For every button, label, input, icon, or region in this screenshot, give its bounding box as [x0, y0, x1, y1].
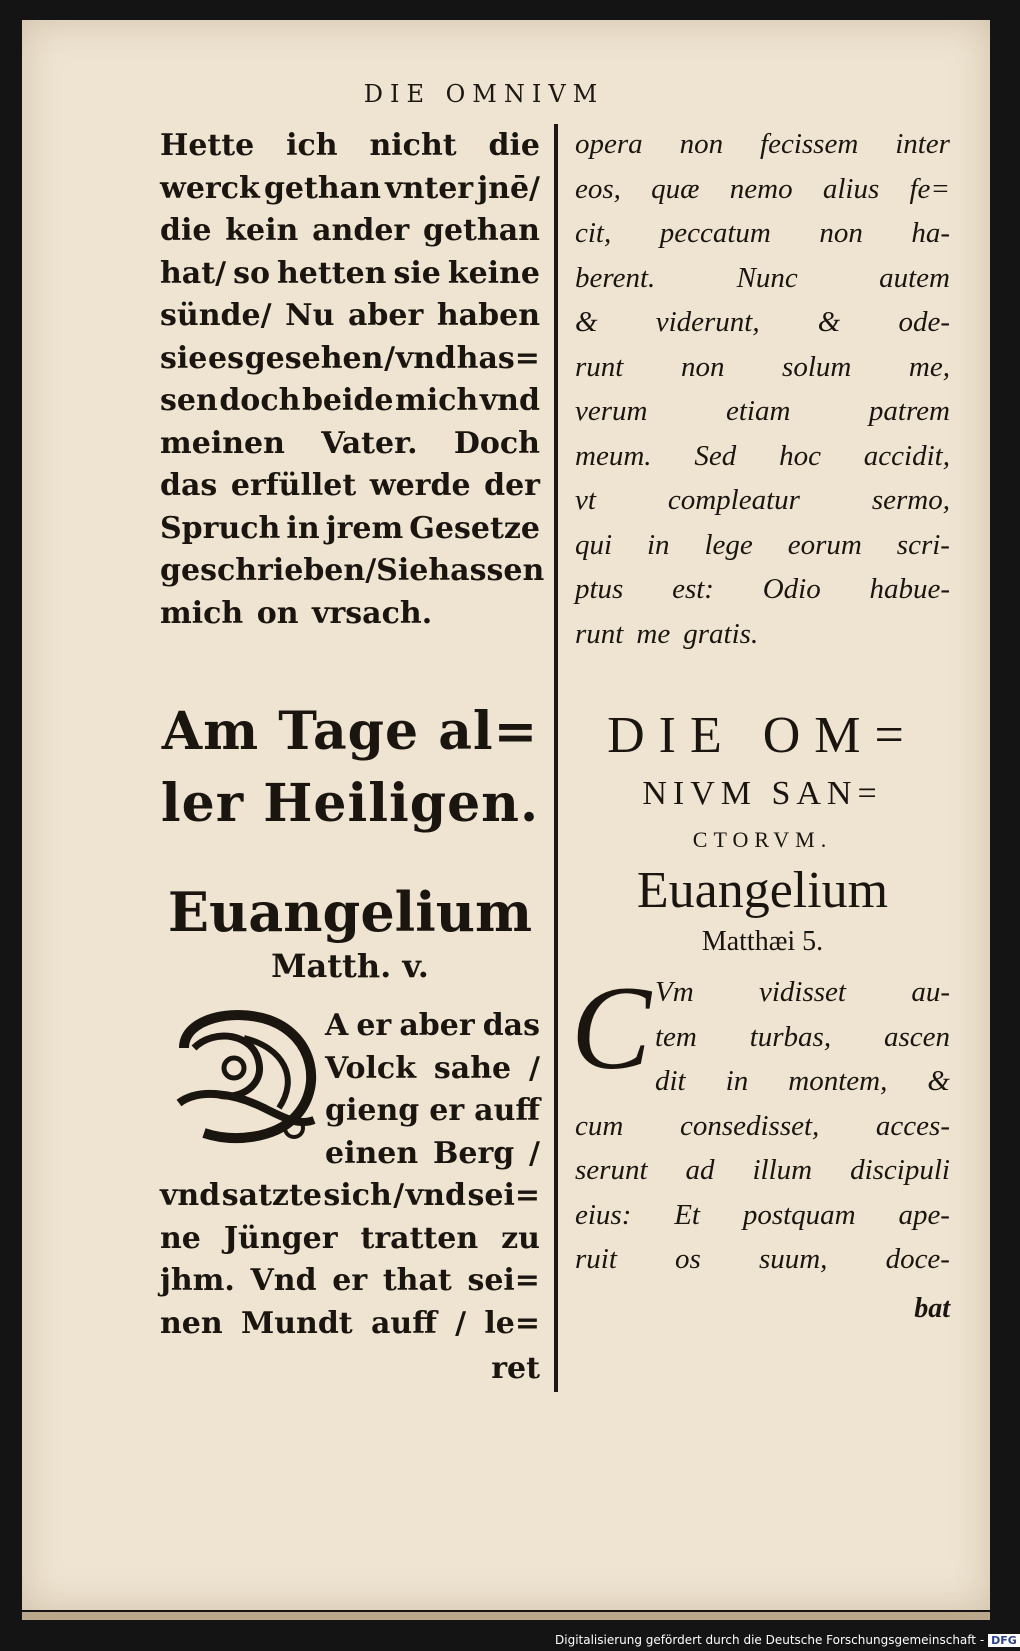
text-line [575, 306, 950, 351]
word: Nu [285, 298, 335, 333]
word: me, [908, 350, 950, 383]
word: cit, [575, 217, 612, 249]
word: Volck [325, 1050, 416, 1086]
word: compleatur [667, 484, 800, 516]
latin-title-line-1: DIE OM= [607, 707, 918, 764]
word: & [575, 306, 598, 338]
word: gratis. [683, 617, 759, 650]
text-line [575, 484, 950, 529]
word: quæ [651, 172, 700, 205]
word: vnd [479, 383, 540, 418]
word: das [482, 1008, 540, 1043]
word: hat/ [160, 255, 227, 291]
word: werde [369, 468, 471, 503]
word: verum [575, 395, 648, 427]
word: on [256, 595, 299, 631]
word: os [675, 1243, 701, 1275]
word: turbas, [749, 1020, 832, 1053]
word: inter [895, 128, 950, 160]
word: eos, [575, 172, 621, 205]
german-feast-heading [160, 696, 540, 840]
text-line [160, 468, 540, 511]
page-edge [22, 1612, 990, 1620]
word: Gesetze [409, 510, 540, 546]
word: ad [685, 1154, 715, 1186]
german-gospel [160, 1008, 540, 1390]
latin-evangelium-heading: Euangelium [636, 862, 889, 919]
word: es [208, 340, 245, 376]
word: dit [655, 1065, 686, 1097]
word: runt [575, 617, 624, 650]
text-line [160, 256, 540, 299]
word: / [393, 1178, 405, 1213]
text-line [160, 426, 540, 469]
word: meum. [575, 439, 652, 472]
word: non [819, 217, 863, 249]
word: vt [575, 484, 596, 516]
word: qui [575, 528, 613, 561]
word: alius [822, 172, 880, 205]
word: mich [395, 383, 479, 418]
word: in [286, 510, 320, 546]
text-line [575, 573, 950, 618]
word: le= [484, 1305, 540, 1341]
word: has= [456, 340, 540, 376]
word: hoc [779, 439, 821, 472]
text-line [160, 1263, 540, 1306]
word: montem, [788, 1065, 888, 1097]
text-line [160, 1178, 540, 1221]
word: auff [474, 1093, 540, 1128]
word: ne [160, 1220, 201, 1256]
running-head: DIE OMNIVM [363, 80, 605, 108]
word: tratten [360, 1220, 479, 1256]
text-line [160, 1221, 540, 1264]
word: in [647, 528, 670, 561]
word: tem [655, 1020, 697, 1053]
feast-line-2: ler Heiligen. [160, 773, 540, 834]
text-line [160, 1306, 540, 1349]
word: Odio [762, 573, 821, 605]
word: Vnd [250, 1263, 317, 1298]
word: non [679, 128, 724, 160]
text-line [575, 618, 950, 663]
word: peccatum [659, 217, 771, 249]
word: that [382, 1263, 452, 1298]
word: Nunc [736, 261, 798, 294]
word: Mundt [241, 1305, 353, 1341]
text-line [575, 395, 950, 440]
word: sich [323, 1178, 392, 1213]
word: patrem [868, 395, 950, 427]
german-reference: Matth. v. [271, 947, 429, 985]
word: & [817, 306, 841, 338]
word: nemo [729, 172, 793, 205]
word: Et [674, 1198, 700, 1231]
word: vnd [395, 340, 456, 376]
word: consedisset, [679, 1109, 820, 1142]
word: ptus [575, 573, 624, 605]
latin-feast-heading [575, 704, 950, 860]
word: vnd [160, 1178, 221, 1213]
text-line [575, 173, 950, 218]
latin-title-line-2: NIVM SAN= [642, 775, 883, 812]
text-line [575, 262, 950, 307]
word: beide [301, 383, 394, 418]
word: fecissem [760, 128, 859, 160]
word: jhm. [160, 1263, 235, 1298]
word: einen [325, 1135, 419, 1171]
word: gesehen [244, 340, 384, 376]
german-column [160, 128, 545, 1390]
word: sie [393, 255, 441, 291]
text-line [160, 383, 540, 426]
word: serunt [575, 1154, 648, 1186]
word: sünde/ [160, 298, 272, 333]
text-line [575, 529, 950, 574]
word: die [488, 128, 540, 163]
word: eorum [787, 528, 862, 561]
word: eius: [575, 1198, 632, 1231]
word: doce- [885, 1243, 950, 1275]
word: aber [347, 298, 424, 333]
word: ape- [898, 1198, 950, 1231]
word: discipuli [850, 1154, 950, 1186]
text-line [160, 341, 540, 384]
word: der [484, 468, 540, 503]
word: die [160, 213, 212, 248]
word: auff [370, 1305, 437, 1341]
word: illum [752, 1154, 813, 1186]
german-evangelium-heading: Euangelium [167, 880, 533, 944]
word: haben [436, 298, 540, 333]
latin-catchword: bat [914, 1292, 950, 1324]
word: suum, [758, 1243, 828, 1275]
word: ander [312, 213, 410, 248]
word: au- [911, 976, 950, 1008]
word: runt [575, 350, 624, 383]
word: / [529, 1135, 540, 1171]
word: er [429, 1093, 465, 1128]
word: nen [160, 1305, 223, 1341]
word: sei= [467, 1263, 540, 1298]
word: kein [225, 213, 299, 248]
word: fe= [909, 172, 950, 205]
text-line [575, 1243, 950, 1288]
word: Sie [376, 553, 429, 588]
word: opera [575, 128, 643, 160]
word: vnd [405, 1178, 466, 1213]
word: doch [219, 383, 301, 418]
word: sahe [433, 1050, 512, 1086]
text-line [160, 553, 545, 596]
text-line [160, 128, 540, 171]
word: sermo, [871, 484, 950, 516]
word: me [636, 617, 671, 650]
word: Spruch [160, 510, 281, 546]
word: hetten [276, 255, 387, 291]
word: Jünger [223, 1220, 338, 1256]
text-line [575, 1154, 950, 1199]
word: meinen [160, 425, 285, 461]
word: gieng [325, 1093, 420, 1128]
word: Vm [655, 976, 694, 1008]
text-line [575, 217, 950, 262]
word: er [332, 1263, 368, 1298]
word: werck [160, 170, 260, 206]
word: / [365, 553, 377, 588]
latin-reference: Matthæi 5. [701, 926, 824, 957]
text-line [575, 1199, 950, 1244]
word: gethan [263, 170, 381, 206]
word: / [529, 1050, 540, 1086]
word: viderunt, [655, 306, 760, 338]
column-divider [554, 124, 558, 1392]
text-line [575, 1110, 950, 1155]
word: jrem [325, 510, 404, 546]
latin-passage [575, 128, 950, 662]
word: gethan [422, 213, 540, 248]
text-line [160, 171, 540, 214]
word: ascen [883, 1020, 950, 1053]
word: etiam [725, 395, 791, 427]
word: das [160, 468, 218, 503]
word: er [356, 1008, 392, 1043]
word: / [455, 1305, 467, 1341]
word: est: [672, 573, 714, 605]
word: sie [160, 340, 208, 376]
word: ha- [911, 217, 950, 249]
word: solum [782, 350, 852, 383]
word: so [233, 255, 270, 291]
text-line [160, 511, 540, 554]
word: & [927, 1065, 950, 1097]
word: nicht [369, 128, 457, 163]
word: cum [575, 1109, 624, 1142]
word: autem [879, 261, 950, 294]
word: postquam [742, 1198, 856, 1231]
word: sen [160, 383, 218, 418]
text-line [160, 213, 540, 256]
word: scri- [896, 528, 950, 561]
word: sei= [467, 1178, 540, 1213]
word: mich [160, 595, 244, 631]
word: ode- [898, 306, 950, 338]
word: keine [447, 255, 540, 291]
word: non [680, 350, 725, 383]
word: aber [399, 1008, 475, 1043]
word: jnē/ [477, 170, 540, 206]
latin-title-line-3: CTORVM. [692, 827, 833, 852]
text-line [575, 440, 950, 485]
word: lege [704, 528, 753, 561]
initial-letter-c: C [571, 961, 652, 1094]
word: vrsach. [312, 595, 433, 631]
word: erfüllet [230, 468, 357, 503]
word: satzte [221, 1178, 322, 1213]
latin-column [571, 128, 950, 1330]
text-line [160, 298, 540, 341]
decorated-initial-d [174, 1008, 324, 1148]
word: Berg [433, 1135, 515, 1171]
word: habue- [869, 573, 950, 605]
word: Doch [453, 425, 540, 461]
word: Vater. [321, 425, 418, 461]
word: geschrieben [160, 553, 366, 588]
dfg-logo: DFG [988, 1634, 1020, 1647]
latin-gospel [571, 961, 950, 1330]
text-line [575, 128, 950, 173]
word: Hette [160, 128, 255, 163]
word: ich [286, 128, 338, 163]
german-catchword: ret [491, 1351, 540, 1386]
word: in [725, 1065, 749, 1097]
feast-line-1: Am Tage al= [161, 701, 539, 762]
text-line [575, 351, 950, 396]
word: / [384, 340, 396, 376]
word: vidisset [759, 976, 846, 1008]
text-line [160, 596, 540, 639]
digitization-credit [555, 1633, 1020, 1647]
word: ruit [575, 1243, 617, 1275]
word: acces- [875, 1109, 950, 1142]
credit-text: Digitalisierung gefördert durch die Deutsche Forschungsgemeinschaft - [555, 1633, 985, 1647]
german-passage [160, 128, 545, 638]
word: zu [501, 1220, 540, 1256]
word: accidit, [863, 439, 950, 472]
word: vnter [385, 170, 474, 206]
word: berent. [575, 261, 656, 294]
word: Sed [694, 439, 737, 472]
word: A [325, 1008, 349, 1043]
word: hassen [428, 553, 545, 588]
